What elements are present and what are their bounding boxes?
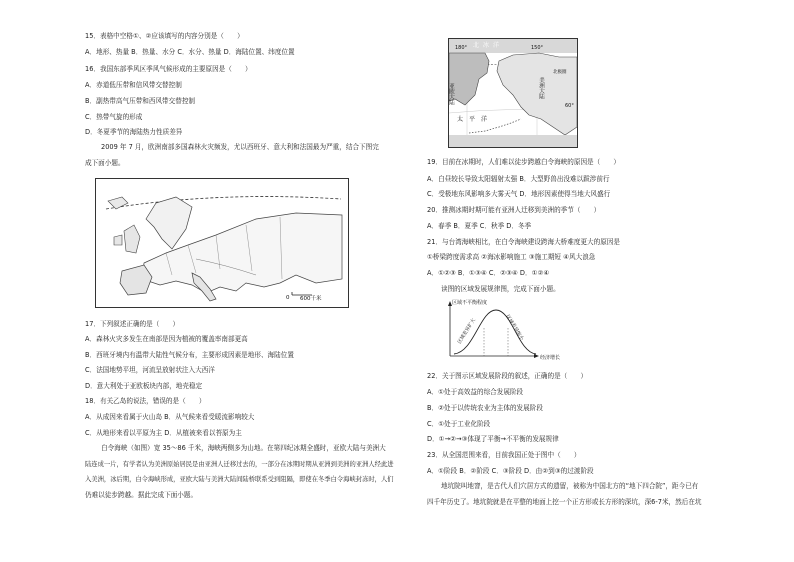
q16-option-d: D．冬夏季节的海陆热力性质差异 <box>85 128 183 136</box>
europe-map <box>95 178 349 308</box>
q17-option-b: B．西班牙境内有温带大陆性气候分布，主要形成因素是地形、海陆位置 <box>85 351 294 359</box>
bering-strait-map <box>448 38 578 148</box>
q17-option-d: D．意大利处于亚欧板块内部，地壳稳定 <box>85 382 203 390</box>
sea-label-lower: 太平洋 <box>457 116 494 123</box>
intro2-line4: 仍难以徒步跨越。据此完成下面小题。 <box>85 491 198 499</box>
scale-label: 600千米 <box>300 296 322 302</box>
q20-options: A．春季 B．夏季 C．秋季 D．冬季 <box>427 222 532 230</box>
q19-options-cd: C．受极地东风影响多大雾天气 D．地形因素使得当地大风盛行 <box>427 190 611 198</box>
intro2-line2: 陆连成一片，有学者认为美洲原始居民是由亚洲人迁移过去的，一部分在冰期时期从亚洲到美洲的亚洲人经此进 <box>85 461 394 468</box>
q16-option-b: B．副热带高气压带和西风带交替控制 <box>85 97 196 105</box>
q22-option-b: B．②处于以传统农业为主体的发展阶段 <box>427 404 543 412</box>
q16-option-c: C．热带气旋的形成 <box>85 113 143 121</box>
x-axis-label: 经济增长 <box>540 355 561 361</box>
q19-stem: 19．目前在冰期时，人们难以徒步跨越白令海峡的原因是（ ） <box>427 158 621 166</box>
q18-stem: 18．有关乙岛的说法，错误的是（ ） <box>85 397 206 405</box>
intro1-line1: 2009 年 7 月，欧洲南部多国森林火灾频发，尤以西班牙、意大利和法国最为严重，结合下图完 <box>101 143 379 151</box>
regional-development-diagram <box>440 298 590 364</box>
lon-label-left: 180° <box>455 45 468 51</box>
q21-items: ①桥梁跨度需求高 ②海冰影响施工 ③施工期短 ④风大浪急 <box>427 253 596 261</box>
ireland-shape <box>114 235 122 245</box>
intro4-line1: 地坑院叫地窨，是古代人们穴居方式的遗留，被称为中国北方的“地下四合院”，距今已有 <box>441 482 699 490</box>
q20-stem: 20．推测冰期时期可能有亚洲人迁移到美洲的季节（ ） <box>427 206 601 214</box>
q18-options-cd: C．从地形来看以平原为主 D．从植被来看以苔原为主 <box>85 429 242 437</box>
curve-label-expand: 区域差异扩大 <box>457 317 477 346</box>
q22-option-d: D．①→②→③体现了平衡→不平衡的发展规律 <box>427 435 559 443</box>
sea-label-upper: 北冰洋 <box>473 42 504 49</box>
q21-stem: 21．与台湾海峡相比，在白令海峡建设跨海大桥难度更大的原因是 <box>427 238 621 246</box>
curve-label-shrink: 区域差异缩小 <box>504 314 524 342</box>
q23-options: A．①阶段 B．②阶段 C．③阶段 D．由②到③的过渡阶段 <box>427 467 594 475</box>
q18-options-ab: A．从成因来看属于火山岛 B．从气候来看受暖流影响较大 <box>85 413 255 421</box>
q22-stem: 22．关于图示区域发展阶段的叙述，正确的是（ ） <box>427 372 588 380</box>
europe-map-drawing <box>96 179 348 307</box>
intro2-line1: 白令海峡（如图）宽 35～86 千米，海峡两侧多为山地。在第四纪冰期全盛时，亚欧大陆与美洲大 <box>101 444 386 452</box>
scale-zero: 0 <box>286 295 290 301</box>
intro3: 读图的区域发展规律图，完成下面小题。 <box>441 285 560 293</box>
lat-label-60: 60° <box>565 103 574 109</box>
q23-stem: 23．从全国范围来看，目前我国正处于图中（ ） <box>427 451 581 459</box>
q15-options: A．地形、热量 B．热量、水分 C．水分、热量 D．海陆位置、纬度位置 <box>85 48 295 56</box>
region-label-asia: 亚欧大陆 <box>448 83 454 105</box>
intro4-line2: 四千年历史了。地坑院就是在平整的地面上挖一个正方形或长方形的深坑，深6-7米，然后在坑 <box>427 498 702 506</box>
q19-options-ab: A．白昼较长导致太阳辐射太强 B．大型野兽出没难以跋涉前行 <box>427 175 610 183</box>
q17-stem: 17．下列叙述正确的是（ ） <box>85 320 180 328</box>
intro1-line2: 成下面小题。 <box>85 159 125 167</box>
development-curve-drawing <box>440 298 590 364</box>
q16-stem: 16．我国东部季风区季风气候形成的主要原因是（ ） <box>85 65 252 73</box>
bering-map-drawing <box>449 39 577 147</box>
q16-option-a: A．赤道低压带和信风带交替控制 <box>85 81 182 89</box>
q22-option-c: C．①处于工业化阶段 <box>427 420 491 428</box>
intro2-line3: 入美洲，冰后期，白令海峡形成，亚欧大陆与美洲大陆间陆桥联系受到阻隔，即使在冬季白令海峡封冻时，人们 <box>85 476 394 483</box>
q22-option-a: A．①处于高效益的综合发展阶段 <box>427 388 524 396</box>
q15-stem: 15．表格中空格①、②应该填写的内容分别是（ ） <box>85 32 244 40</box>
lat-label-arctic-circle: 北极圈 <box>553 70 567 75</box>
q17-option-a: A．森林火灾多发生在南部是因为植被的覆盖率南部更高 <box>85 335 248 343</box>
q21-options: A．①②③ B．①③④ C．②③④ D．①②④ <box>427 269 550 277</box>
y-axis-label: 区域不平衡程度 <box>452 300 488 306</box>
region-label-america: 美洲大陆 <box>538 77 544 99</box>
lon-label-right: 150° <box>531 45 544 51</box>
q17-option-c: C．法国地势平坦，河流呈放射状注入大西洋 <box>85 366 215 374</box>
